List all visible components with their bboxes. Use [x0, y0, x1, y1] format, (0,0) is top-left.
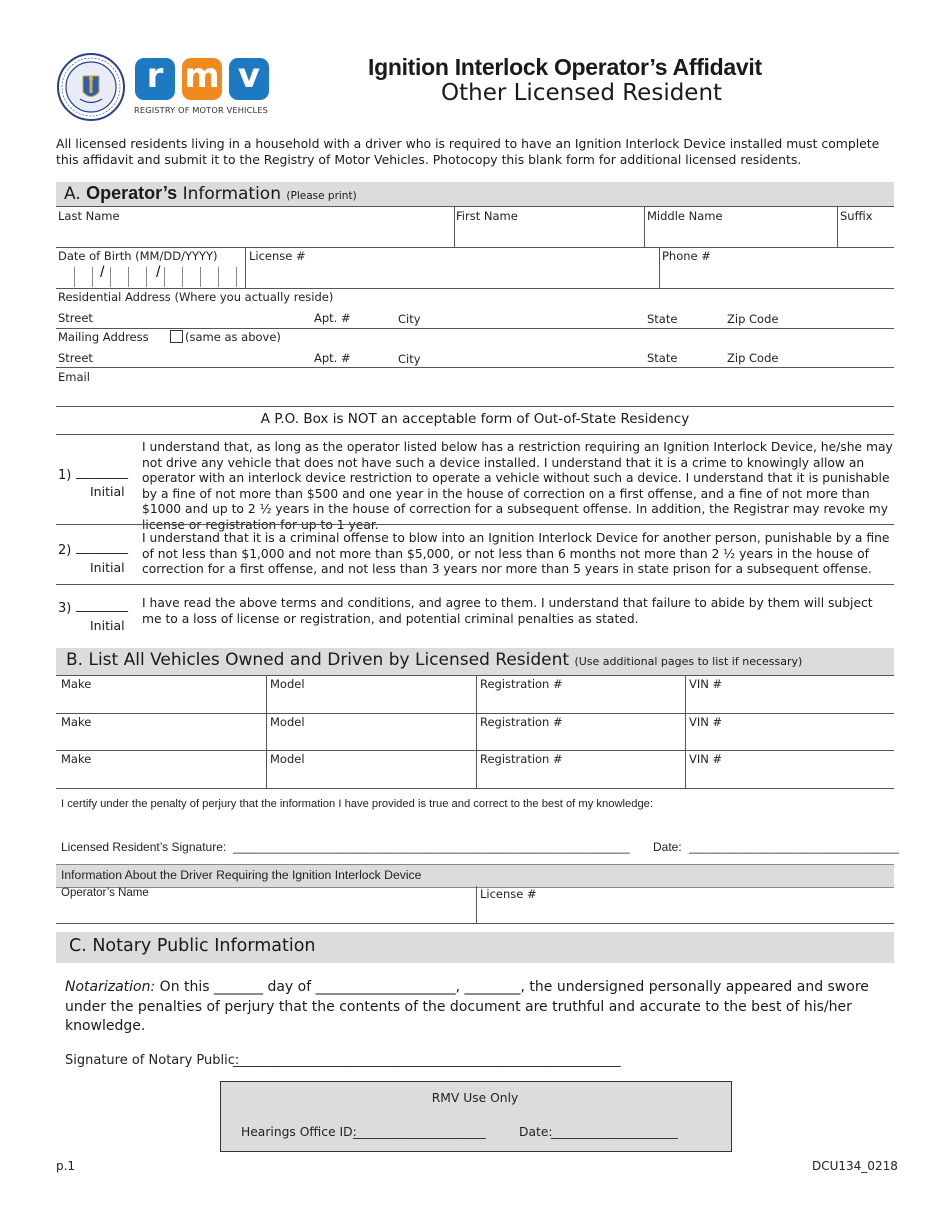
po-box-notice: A P.O. Box is NOT an acceptable form of Out-of-State Residency: [260, 411, 690, 427]
notary-signature-label: Signature of Notary Public:: [65, 1053, 240, 1068]
model-label: Model: [270, 677, 305, 691]
license-label: License #: [249, 249, 306, 263]
model-field[interactable]: [268, 690, 474, 712]
state-label: State: [647, 351, 678, 365]
hearings-office-label: Hearings Office ID:: [241, 1125, 357, 1139]
section-b-note: (Use additional pages to list if necessary): [574, 655, 803, 668]
initial-label: Initial: [90, 484, 125, 499]
rmv-logo-letter-v: v: [229, 58, 269, 100]
initial-blank[interactable]: ________: [76, 540, 128, 555]
term-text: I understand that, as long as the operator listed below has a restriction requiring an Ignition Interlock Device, he/she may not drive any vehicle that does not have such a device installed. I understand that it is a crime to knowingly allow an operator with an interlock device restriction to operate a vehicle without such a device. I understand that it is punishable by a fine of not more than $500 and one year in the house of correction on a first offense, and a fine of not more than $1000 and up to 2 ½ years in the house of correction for a subsequent offense. In addition, the Registrar may revoke my license or registration for up to 1 year.: [142, 440, 893, 532]
section-a-prefix: A.: [64, 184, 81, 204]
rmv-logo-letter-r: r: [135, 58, 175, 100]
last-name-label: Last Name: [58, 209, 120, 223]
section-a-title-bold: Operator’s: [86, 183, 178, 203]
mailing-address-label: Mailing Address: [58, 330, 149, 344]
make-field[interactable]: [56, 765, 264, 787]
driver-license-field[interactable]: [478, 900, 893, 922]
signature-label: Licensed Resident’s Signature:: [61, 840, 227, 854]
section-a-note: (Please print): [286, 190, 357, 202]
term-number: 3): [58, 601, 72, 616]
section-b-title-text: B. List All Vehicles Owned and Driven by Licensed Resident: [66, 650, 570, 670]
suffix-label: Suffix: [840, 209, 873, 223]
driver-license-label: License #: [480, 887, 537, 901]
rmv-date-line[interactable]: ______________________: [551, 1125, 678, 1139]
page-title: Ignition Interlock Operator’s Affidavit: [368, 54, 762, 80]
operator-name-label: Operator’s Name: [61, 887, 149, 899]
apt-label: Apt. #: [314, 311, 351, 325]
phone-label: Phone #: [662, 249, 711, 263]
dob-separator: /: [156, 264, 161, 281]
vin-field[interactable]: [687, 690, 893, 712]
registration-label: Registration #: [480, 715, 563, 729]
vin-field[interactable]: [687, 765, 893, 787]
license-field[interactable]: [247, 263, 657, 287]
rmv-logo-letter-m: m: [182, 58, 222, 100]
massachusetts-seal-icon: [56, 52, 126, 122]
dob-label: Date of Birth (MM/DD/YYYY): [58, 249, 218, 263]
last-name-field[interactable]: [56, 222, 452, 246]
email-label: Email: [58, 370, 90, 384]
section-a-title-rest: Information: [182, 184, 281, 204]
registration-label: Registration #: [480, 752, 563, 766]
dob-separator: /: [100, 264, 105, 281]
registration-field[interactable]: [478, 728, 683, 749]
page-subtitle: Other Licensed Resident: [441, 80, 723, 106]
make-field[interactable]: [56, 690, 264, 712]
notarization-label: Notarization:: [65, 979, 156, 995]
section-a-title: [64, 183, 357, 204]
initial-label: Initial: [90, 560, 125, 575]
make-label: Make: [61, 715, 92, 729]
residential-address-label: Residential Address (Where you actually reside): [58, 290, 334, 304]
registration-label: Registration #: [480, 677, 563, 691]
city-label: City: [398, 312, 421, 326]
signature-line[interactable]: ___________________________________________________________: [233, 840, 630, 854]
hearings-office-line[interactable]: _______________________: [353, 1125, 486, 1139]
phone-field[interactable]: [661, 263, 893, 287]
section-b-title: [66, 650, 802, 670]
zip-code-label: Zip Code: [727, 351, 779, 365]
term-text: I have read the above terms and conditions, and agree to them. I understand that failure to abide by them will subject me to a loss of license or registration, and potential criminal penalties as stated.: [142, 596, 873, 626]
notarization-text: [65, 978, 877, 1037]
vin-field[interactable]: [687, 728, 893, 749]
apt-label: Apt. #: [314, 351, 351, 365]
street-label: Street: [58, 311, 93, 325]
same-as-above-checkbox[interactable]: [170, 330, 183, 343]
rmv-logo-tagline: REGISTRY OF MOTOR VEHICLES: [134, 105, 268, 115]
city-label: City: [398, 352, 421, 366]
vin-label: VIN #: [689, 677, 723, 691]
first-name-label: First Name: [456, 209, 518, 223]
middle-name-label: Middle Name: [647, 209, 723, 223]
street-label: Street: [58, 351, 93, 365]
date-line[interactable]: _______________________________: [689, 840, 899, 854]
section-c-title: C. Notary Public Information: [69, 936, 316, 956]
registration-field[interactable]: [478, 765, 683, 787]
model-label: Model: [270, 715, 305, 729]
mailing-address-field[interactable]: [56, 345, 894, 367]
rmv-use-only-title: RMV Use Only: [431, 1091, 519, 1105]
make-label: Make: [61, 677, 92, 691]
same-as-above-label: (same as above): [185, 330, 281, 344]
email-field[interactable]: [56, 384, 894, 406]
model-label: Model: [270, 752, 305, 766]
state-label: State: [647, 312, 678, 326]
operator-name-field[interactable]: [56, 900, 474, 922]
certify-statement: I certify under the penalty of perjury that the information I have provided is true and correct to the best of my knowledge:: [61, 798, 654, 810]
vin-label: VIN #: [689, 752, 723, 766]
term-number: 2): [58, 543, 72, 558]
make-label: Make: [61, 752, 92, 766]
initial-blank[interactable]: ________: [76, 465, 128, 480]
suffix-field[interactable]: [839, 222, 893, 246]
intro-text: All licensed residents living in a household with a driver who is required to have an Ignition Interlock Device installed must complete this affidavit and submit it to the Registry of Motor Vehicles. Photocopy this blank form for additional licensed residents.: [56, 136, 880, 167]
model-field[interactable]: [268, 728, 474, 749]
make-field[interactable]: [56, 728, 264, 749]
notarization-body: On this _______ day of ____________________, ________, the undersigned personally appeared and swore under the penalties of perjury that the contents of the document are truthful and accurate to the best of his/her knowledge.: [65, 979, 869, 1034]
driver-info-title: Information About the Driver Requiring the Ignition Interlock Device: [61, 868, 422, 882]
notary-signature-line[interactable]: ________________________________________________________________: [233, 1053, 621, 1068]
middle-name-field[interactable]: [646, 222, 835, 246]
date-label: Date:: [653, 840, 682, 854]
registration-field[interactable]: [478, 690, 683, 712]
form-code: DCU134_0218: [812, 1159, 898, 1173]
rmv-logo: [134, 58, 274, 118]
zip-code-label: Zip Code: [727, 312, 779, 326]
residential-address-field[interactable]: [56, 302, 894, 328]
vin-label: VIN #: [689, 715, 723, 729]
model-field[interactable]: [268, 765, 474, 787]
page-number: p.1: [56, 1159, 76, 1173]
first-name-field[interactable]: [456, 222, 642, 246]
term-text: I understand that it is a criminal offense to blow into an Ignition Interlock Device for another person, punishable by a fine of not less than $1,000 and not more than $5,000, or not less than 6 months not more than 2 ½ years in the house of correction for a first offense, and not less than 3 years nor more than 5 years in state prison for a subsequent offense.: [142, 531, 890, 577]
initial-label: Initial: [90, 618, 125, 633]
dob-field[interactable]: [56, 263, 244, 288]
initial-blank[interactable]: ________: [76, 598, 128, 613]
term-number: 1): [58, 468, 72, 483]
rmv-date-label: Date:: [519, 1125, 553, 1139]
